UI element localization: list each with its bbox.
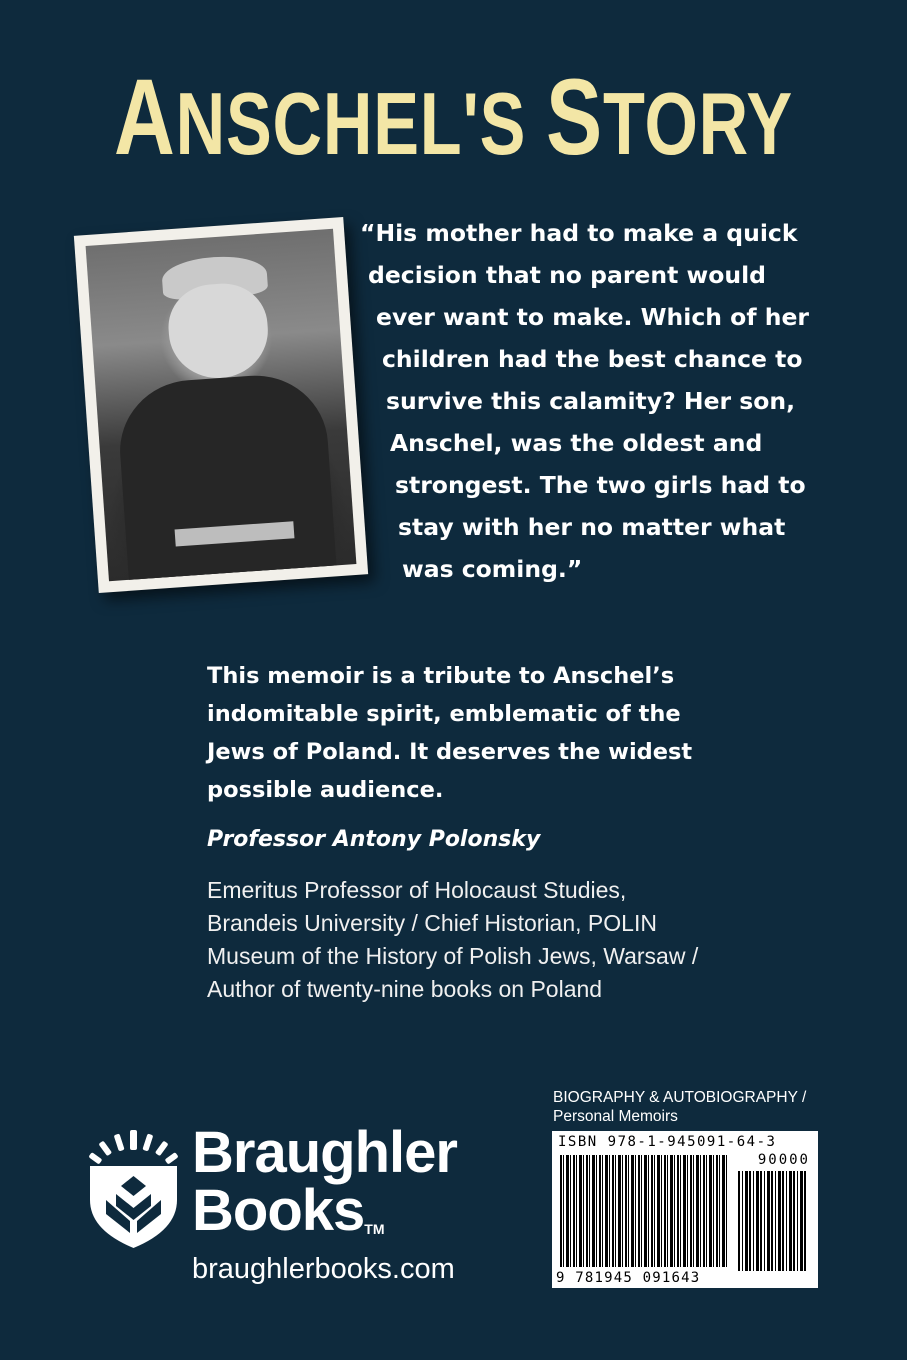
barcode-price-code: 90000	[757, 1152, 810, 1168]
quote-line: strongest. The two girls had to	[395, 471, 806, 499]
endorsement-line: This memoir is a tribute to Anschel’s	[207, 663, 675, 689]
isbn-barcode	[552, 1131, 818, 1288]
endorsement-text	[207, 657, 767, 809]
endorsement-line: possible audience.	[207, 777, 444, 803]
quote-line: decision that no parent would	[368, 261, 766, 289]
isbn-label: ISBN 978-1-945091-64-3	[558, 1134, 777, 1150]
endorsement-author: Professor Antony Polonsky	[207, 827, 541, 852]
publisher-name	[192, 1120, 457, 1243]
credential-line: Author of twenty-nine books on Poland	[207, 976, 603, 1002]
quote-line: ever want to make. Which of her	[376, 303, 809, 331]
barcode-price-bars	[738, 1171, 808, 1271]
quote-line: stay with her no matter what	[398, 513, 786, 541]
endorsement-line: Jews of Poland. It deserves the widest	[207, 739, 693, 765]
quote-line: Anschel, was the oldest and	[390, 429, 763, 457]
barcode-bars	[560, 1155, 728, 1267]
endorsement-line: indomitable spirit, emblematic of the	[207, 701, 681, 727]
credential-line: Emeritus Professor of Holocaust Studies,	[207, 877, 627, 903]
quote-line: survive this calamity? Her son,	[386, 387, 796, 415]
wheat-shield-icon	[86, 1130, 181, 1248]
book-title	[100, 56, 807, 179]
title-initial-s: S	[546, 56, 603, 177]
child-photo-frame	[74, 217, 368, 593]
trademark-mark: TM	[364, 1221, 385, 1237]
publisher-name-line2	[192, 1178, 457, 1243]
category-main: BIOGRAPHY & AUTOBIOGRAPHY /	[553, 1089, 807, 1106]
publisher-name-books: Books	[192, 1178, 365, 1243]
publisher-url: braughlerbooks.com	[192, 1253, 455, 1285]
quote-line: “His mother had to make a quick	[360, 219, 798, 247]
credential-line: Brandeis University / Chief Historian, POLIN	[207, 910, 657, 936]
credential-line: Museum of the History of Polish Jews, Warsaw /	[207, 943, 699, 969]
title-initial-a: A	[113, 56, 176, 177]
quote-line: children had the best chance to	[382, 345, 803, 373]
book-category	[553, 1088, 806, 1126]
quote-line: was coming.”	[402, 555, 583, 583]
category-sub: Personal Memoirs	[553, 1108, 678, 1125]
pull-quote	[358, 212, 838, 590]
title-rest-story: TORY	[602, 74, 793, 173]
publisher-name-line1: Braughler	[192, 1120, 457, 1185]
child-photo	[86, 229, 357, 581]
barcode-digits: 9 781945 091643	[556, 1270, 701, 1286]
title-rest-anschels: NSCHEL'S	[175, 74, 547, 173]
photo-shirt-shape	[115, 371, 337, 581]
photo-face-shape	[166, 281, 272, 382]
author-credentials	[207, 874, 807, 1006]
